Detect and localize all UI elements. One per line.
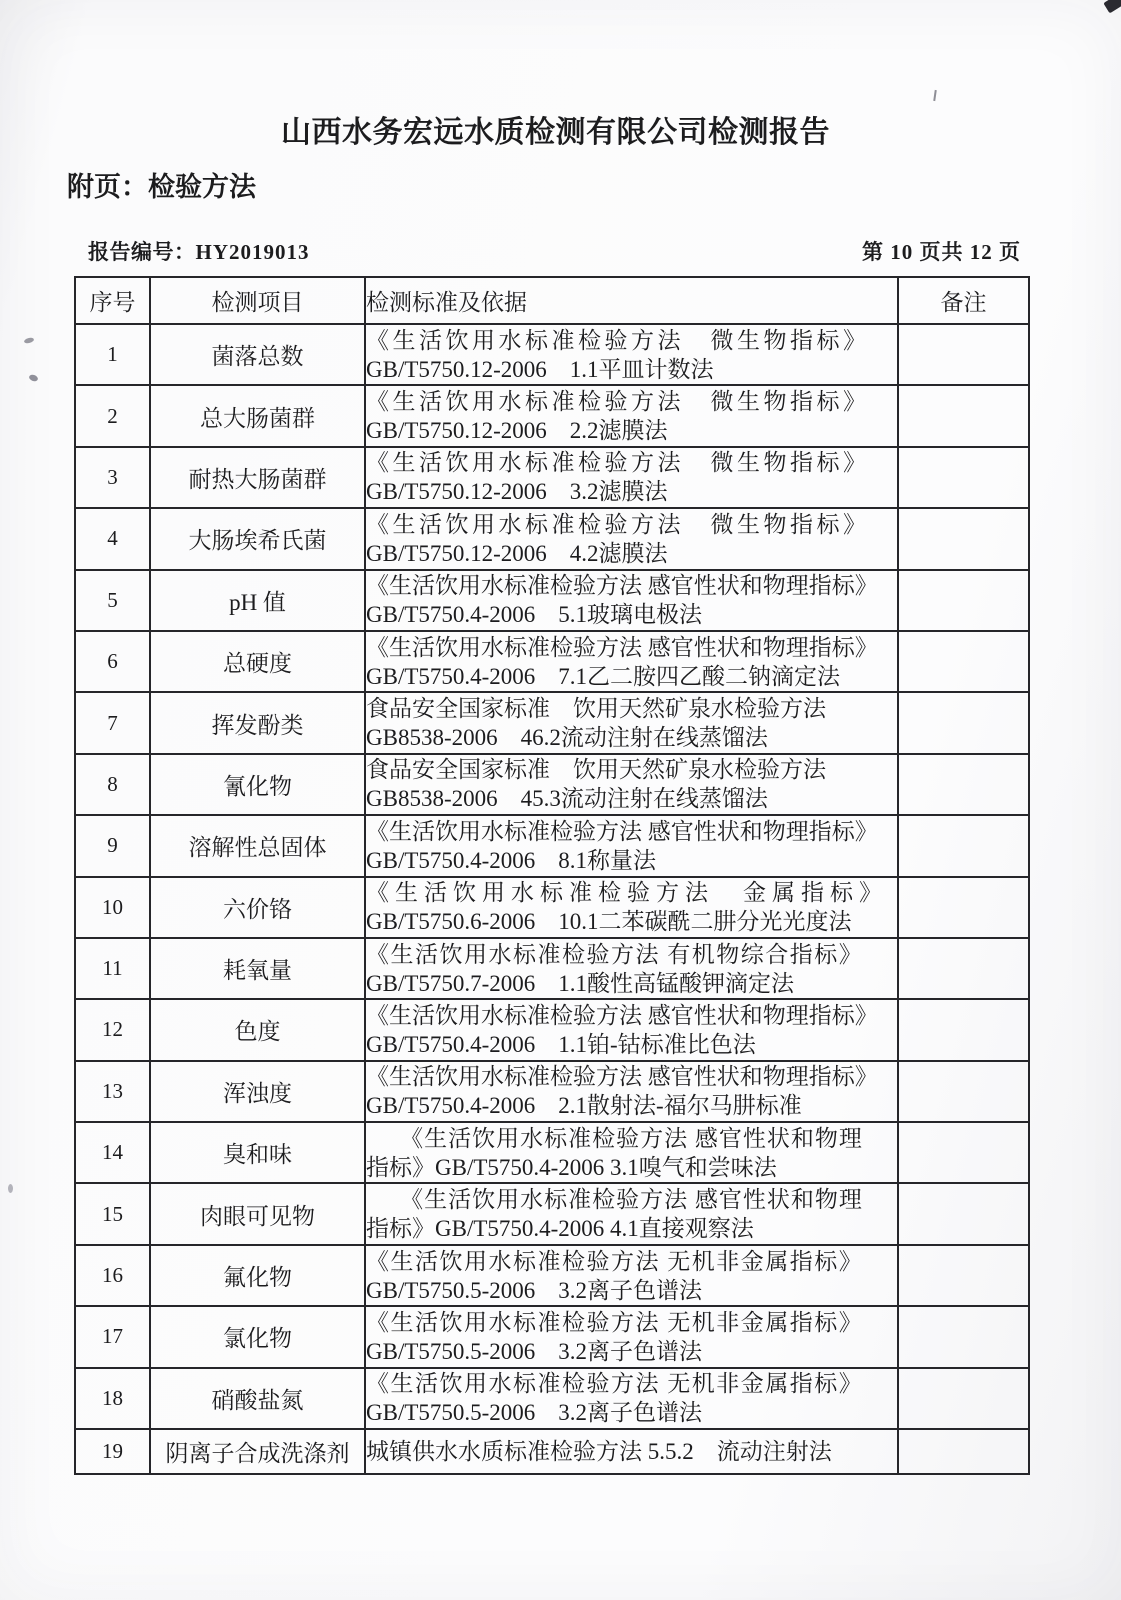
- standard-line-2: GB/T5750.5-2006 3.2离子色谱法: [366, 1338, 703, 1364]
- row-item: 总硬度: [150, 631, 365, 692]
- table-row: [75, 938, 1029, 999]
- row-note: [898, 815, 1029, 876]
- standard-line-2: GB/T5750.5-2006 3.2离子色谱法: [366, 1277, 703, 1303]
- row-index: 1: [75, 324, 150, 385]
- row-item: 阴离子合成洗涤剂: [150, 1429, 365, 1474]
- scan-artifact-speck: [8, 1184, 13, 1193]
- standard-line-2: GB/T5750.12-2006 4.2滤膜法: [366, 540, 668, 566]
- row-note: [898, 385, 1029, 446]
- table-row: [75, 1429, 1029, 1474]
- row-standard: [365, 1368, 898, 1429]
- row-index: 17: [75, 1306, 150, 1367]
- standard-line-1: 《生活饮用水标准检验方法 感官性状和物理: [400, 1187, 863, 1213]
- standard-line-1: 《生活饮用水标准检验方法 微生物指标》: [366, 327, 870, 353]
- page-title: 山西水务宏远水质检测有限公司检测报告: [281, 116, 830, 149]
- row-standard: [365, 1245, 898, 1306]
- standard-line-2: GB/T5750.7-2006 1.1酸性高锰酸钾滴定法: [366, 970, 795, 996]
- row-item: 挥发酚类: [150, 692, 365, 753]
- scan-artifact-corner: [1103, 0, 1121, 13]
- row-item: 耐热大肠菌群: [150, 447, 365, 508]
- standard-line-2: GB/T5750.4-2006 1.1铂-钴标准比色法: [366, 1031, 756, 1057]
- standard-line-2: GB/T5750.12-2006 3.2滤膜法: [366, 479, 668, 505]
- standard-line-1: 《生活饮用水标准检验方法 感官性状和物理: [400, 1125, 863, 1151]
- row-note: [898, 1245, 1029, 1306]
- standard-line-2: GB8538-2006 46.2流动注射在线蒸馏法: [366, 725, 768, 751]
- row-item: 肉眼可见物: [150, 1183, 365, 1244]
- row-standard: [365, 324, 898, 385]
- standard-line-2: GB/T5750.12-2006 1.1平皿计数法: [366, 356, 714, 382]
- row-index: 5: [75, 570, 150, 631]
- table-row: [75, 1306, 1029, 1367]
- table-row: [75, 754, 1029, 815]
- standard-line-1: 《生活饮用水标准检验方法 感官性状和物理指标》: [366, 573, 878, 599]
- row-item: 六价铬: [150, 877, 365, 938]
- row-standard: [365, 1061, 898, 1122]
- row-item: 色度: [150, 999, 365, 1060]
- report-number-label: 报告编号：: [88, 240, 196, 264]
- standard-line-1: 《生活饮用水标准检验方法 微生物指标》: [366, 450, 870, 476]
- row-standard: [365, 754, 898, 815]
- scan-artifact-speck: [28, 374, 39, 383]
- table-row: [75, 324, 1029, 385]
- standard-line-1: 《生活饮用水标准检验方法 微生物指标》: [366, 511, 870, 537]
- standard-line-1: 《生活饮用水标准检验方法 微生物指标》: [366, 389, 870, 415]
- row-standard: [365, 877, 898, 938]
- standard-line-2: GB8538-2006 45.3流动注射在线蒸馏法: [366, 786, 768, 812]
- standard-line-1: 《生活饮用水标准检验方法 有机物综合指标》: [366, 941, 864, 967]
- row-item: 浑浊度: [150, 1061, 365, 1122]
- table-row: [75, 1061, 1029, 1122]
- standard-line-2: GB/T5750.4-2006 7.1乙二胺四乙酸二钠滴定法: [366, 663, 841, 689]
- table-row: [75, 631, 1029, 692]
- table-row: [75, 999, 1029, 1060]
- row-item: 耗氧量: [150, 938, 365, 999]
- row-note: [898, 1306, 1029, 1367]
- table-row: [75, 570, 1029, 631]
- table-row: [75, 385, 1029, 446]
- row-item: 溶解性总固体: [150, 815, 365, 876]
- row-index: 16: [75, 1245, 150, 1306]
- row-standard: [365, 1306, 898, 1367]
- table-row: [75, 1245, 1029, 1306]
- table-row: [75, 447, 1029, 508]
- row-index: 9: [75, 815, 150, 876]
- report-number-value: HY2019013: [195, 240, 310, 264]
- standard-line-2: 指标》GB/T5750.4-2006 4.1直接观察法: [366, 1216, 754, 1242]
- row-note: [898, 1429, 1029, 1474]
- row-item: 硝酸盐氮: [150, 1368, 365, 1429]
- row-index: 6: [75, 631, 150, 692]
- row-item: 氟化物: [150, 1245, 365, 1306]
- column-header-standard: 检测标准及依据: [365, 277, 898, 324]
- standard-line-1: 《生活饮用水标准检验方法 无机非金属指标》: [366, 1309, 864, 1335]
- column-header-note: 备注: [898, 277, 1029, 324]
- report-number: [88, 236, 310, 266]
- row-standard: [365, 570, 898, 631]
- standard-line-2: GB/T5750.4-2006 8.1称量法: [366, 847, 657, 873]
- column-header-index: 序号: [75, 277, 150, 324]
- standard-line-1: 《生活饮用水标准检验方法 感官性状和物理指标》: [366, 1064, 878, 1090]
- row-item: 氯化物: [150, 1306, 365, 1367]
- row-standard: [365, 447, 898, 508]
- row-note: [898, 1122, 1029, 1183]
- row-index: 2: [75, 385, 150, 446]
- row-item: pH 值: [150, 570, 365, 631]
- standard-line-2: GB/T5750.4-2006 2.1散射法-福尔马肼标准: [366, 1093, 802, 1119]
- standard-line-1: 《生活饮用水标准检验方法 无机非金属指标》: [366, 1248, 864, 1274]
- standard-line-2: GB/T5750.6-2006 10.1二苯碳酰二肼分光光度法: [366, 909, 852, 935]
- row-standard: [365, 938, 898, 999]
- attachment-label: 附页：检验方法: [67, 172, 256, 202]
- row-note: [898, 999, 1029, 1060]
- row-index: 11: [75, 938, 150, 999]
- row-standard: [365, 1429, 898, 1474]
- row-index: 7: [75, 692, 150, 753]
- table-row: [75, 1368, 1029, 1429]
- scan-artifact-speck: [933, 90, 937, 101]
- table-row: [75, 1183, 1029, 1244]
- row-note: [898, 754, 1029, 815]
- table-row: [75, 815, 1029, 876]
- row-standard: [365, 508, 898, 569]
- standard-line-1: 《生活饮用水标准检验方法 感官性状和物理指标》: [366, 1002, 878, 1028]
- table-row: [75, 508, 1029, 569]
- row-note: [898, 877, 1029, 938]
- row-note: [898, 1368, 1029, 1429]
- standard-line-1: 《生活饮用水标准检验方法 感官性状和物理指标》: [366, 634, 878, 660]
- row-index: 8: [75, 754, 150, 815]
- row-note: [898, 692, 1029, 753]
- table-header-row: [75, 277, 1029, 324]
- methods-table-body: [75, 324, 1029, 1474]
- standard-line-2: GB/T5750.12-2006 2.2滤膜法: [366, 418, 668, 444]
- row-index: 18: [75, 1368, 150, 1429]
- row-standard: [365, 815, 898, 876]
- row-index: 10: [75, 877, 150, 938]
- row-index: 14: [75, 1122, 150, 1183]
- row-index: 19: [75, 1429, 150, 1474]
- meta-row: [88, 236, 1021, 266]
- standard-line-1: 《生活饮用水标准检验方法 感官性状和物理指标》: [366, 818, 878, 844]
- row-index: 3: [75, 447, 150, 508]
- row-standard: [365, 999, 898, 1060]
- standard-line-1: 食品安全国家标准 饮用天然矿泉水检验方法: [366, 757, 826, 783]
- table-row: [75, 877, 1029, 938]
- table-row: [75, 1122, 1029, 1183]
- row-item: 大肠埃希氏菌: [150, 508, 365, 569]
- row-item: 臭和味: [150, 1122, 365, 1183]
- standard-line-2: GB/T5750.5-2006 3.2离子色谱法: [366, 1400, 703, 1426]
- column-header-item: 检测项目: [150, 277, 365, 324]
- page-indicator: 第 10 页共 12 页: [862, 240, 1021, 264]
- row-standard: [365, 692, 898, 753]
- row-index: 15: [75, 1183, 150, 1244]
- row-index: 12: [75, 999, 150, 1060]
- scan-artifact-speck: [24, 337, 35, 344]
- row-standard: [365, 1183, 898, 1244]
- standard-line-1: 《生活饮用水标准检验方法 无机非金属指标》: [366, 1371, 864, 1397]
- methods-table: [74, 276, 1030, 1475]
- table-row: [75, 692, 1029, 753]
- row-note: [898, 570, 1029, 631]
- standard-line-1: 《生活饮用水标准检验方法 金属指标》: [366, 880, 888, 906]
- row-note: [898, 1061, 1029, 1122]
- row-note: [898, 324, 1029, 385]
- row-item: 菌落总数: [150, 324, 365, 385]
- standard-line-1: 食品安全国家标准 饮用天然矿泉水检验方法: [366, 696, 826, 722]
- standard-line-2: GB/T5750.4-2006 5.1玻璃电极法: [366, 602, 703, 628]
- row-item: 总大肠菌群: [150, 385, 365, 446]
- standard-line-1: 城镇供水水质标准检验方法 5.5.2 流动注射法: [366, 1439, 832, 1465]
- row-item: 氰化物: [150, 754, 365, 815]
- row-index: 13: [75, 1061, 150, 1122]
- row-note: [898, 1183, 1029, 1244]
- row-index: 4: [75, 508, 150, 569]
- standard-line-2: 指标》GB/T5750.4-2006 3.1嗅气和尝味法: [366, 1154, 777, 1180]
- row-note: [898, 938, 1029, 999]
- row-note: [898, 447, 1029, 508]
- row-note: [898, 631, 1029, 692]
- row-standard: [365, 631, 898, 692]
- row-note: [898, 508, 1029, 569]
- row-standard: [365, 1122, 898, 1183]
- row-standard: [365, 385, 898, 446]
